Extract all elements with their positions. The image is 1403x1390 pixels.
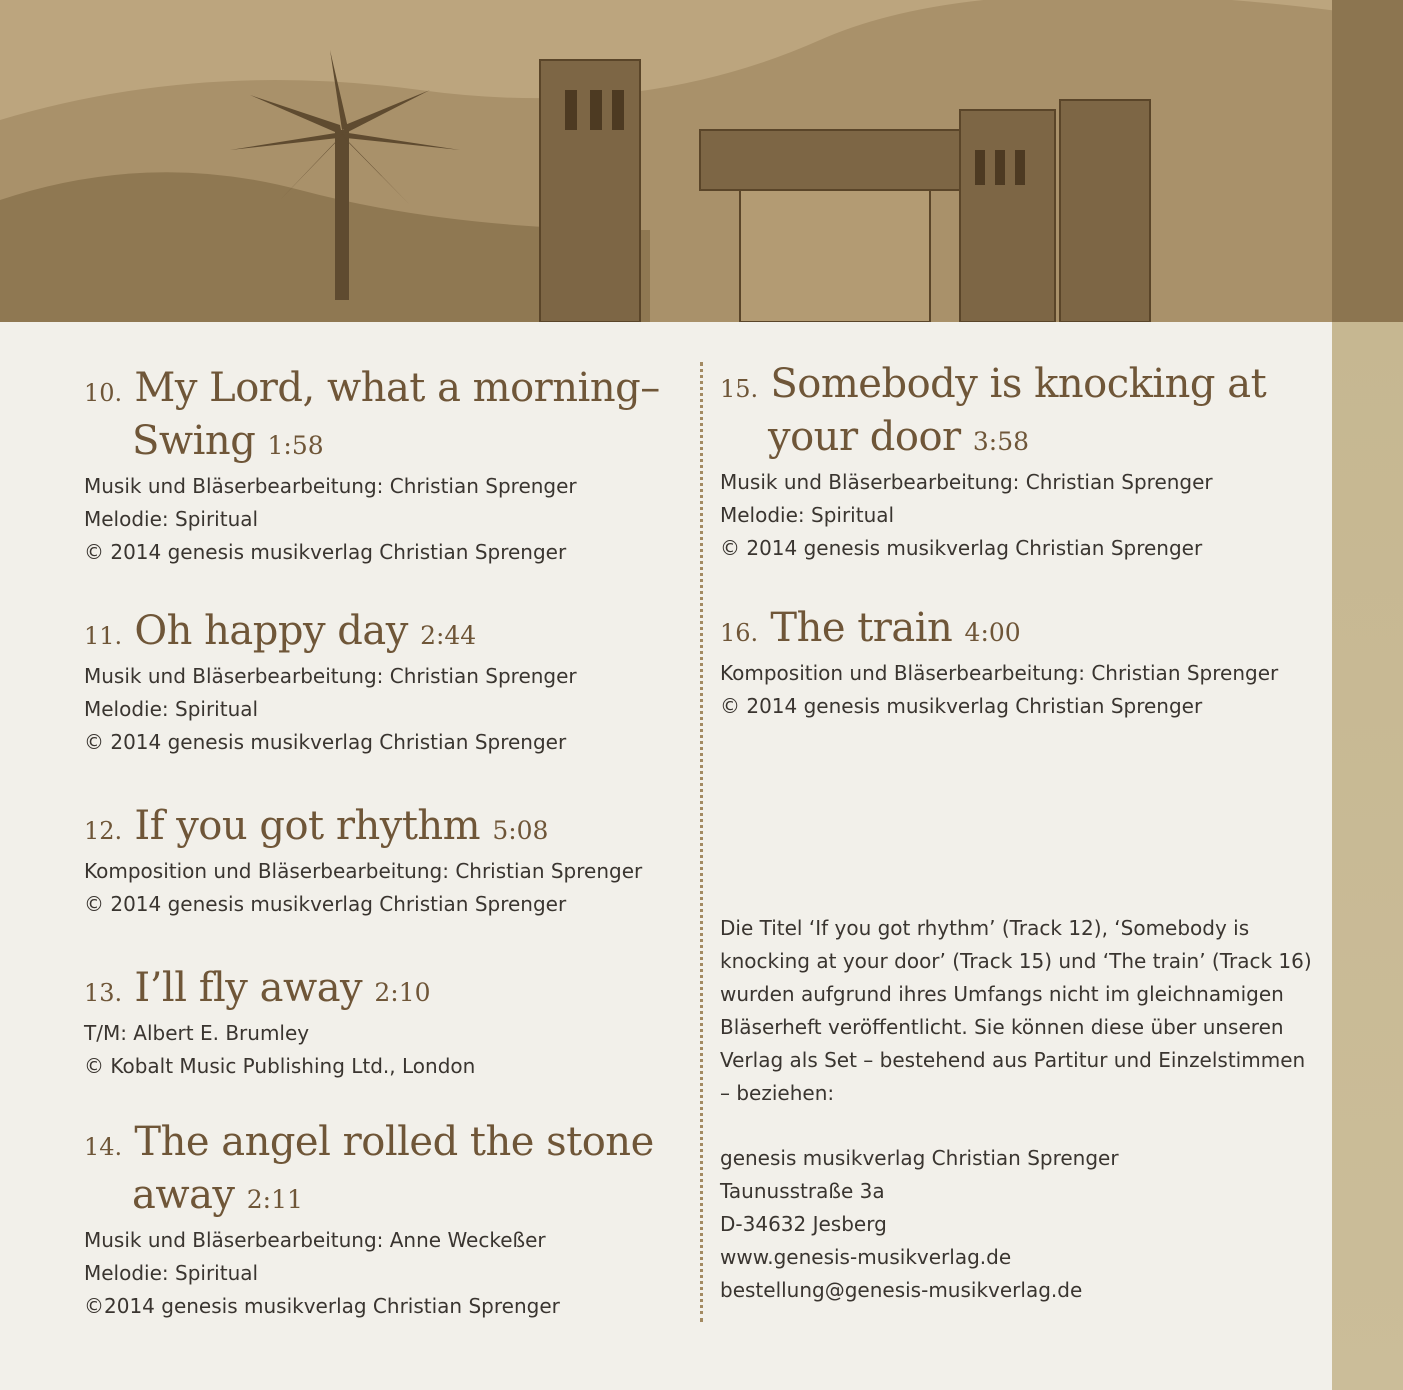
track-number: 16. <box>720 619 759 647</box>
track-duration: 5:08 <box>492 816 549 845</box>
track-number: 10. <box>84 379 123 407</box>
publisher-email: bestellung@genesis-musikverlag.de <box>720 1278 1083 1302</box>
track-12 <box>84 802 694 921</box>
credit-line: © 2014 genesis musikverlag Christian Sprenger <box>720 536 1203 560</box>
publisher-address <box>720 1142 1320 1307</box>
publisher-name: genesis musikverlag Christian Sprenger <box>720 1146 1119 1170</box>
credit-line: Melodie: Spiritual <box>84 1261 259 1285</box>
credit-line: T/M: Albert E. Brumley <box>84 1021 310 1045</box>
track-16 <box>720 604 1330 723</box>
track-title-continued: your door <box>768 414 961 460</box>
credit-line: Melodie: Spiritual <box>720 503 895 527</box>
track-title: I’ll fly away <box>134 965 363 1011</box>
credit-line: © 2014 genesis musikverlag Christian Sprenger <box>84 892 567 916</box>
track-14 <box>84 1118 694 1323</box>
track-number: 14. <box>84 1133 123 1161</box>
credit-line: © 2014 genesis musikverlag Christian Sprenger <box>84 730 567 754</box>
track-title: My Lord, what a morning– <box>134 365 660 411</box>
track-duration: 4:00 <box>964 618 1021 647</box>
track-listing-panel <box>0 322 1332 1390</box>
track-number: 13. <box>84 979 123 1007</box>
credit-line: Musik und Bläserbearbeitung: Christian Sprenger <box>720 470 1213 494</box>
credit-line: Musik und Bläserbearbeitung: Christian Sprenger <box>84 474 577 498</box>
track-number: 11. <box>84 622 123 650</box>
track-title: Oh happy day <box>134 608 408 654</box>
credit-line: Melodie: Spiritual <box>84 697 259 721</box>
credit-line: Komposition und Bläserbearbeitung: Christian Sprenger <box>720 661 1279 685</box>
track-title-continued: Swing <box>132 418 256 464</box>
desert-kasbah-illustration <box>0 0 1403 322</box>
sepia-photo-banner <box>0 0 1403 322</box>
credit-line: © 2014 genesis musikverlag Christian Sprenger <box>84 540 567 564</box>
publisher-street: Taunusstraße 3a <box>720 1179 885 1203</box>
track-11 <box>84 607 694 759</box>
track-duration: 2:10 <box>374 978 431 1007</box>
credit-line: © Kobalt Music Publishing Ltd., London <box>84 1054 476 1078</box>
track-title: Somebody is knocking at <box>770 361 1267 407</box>
track-title: The train <box>770 605 953 651</box>
publisher-city: D-34632 Jesberg <box>720 1212 887 1236</box>
availability-notice: Die Titel ‘If you got rhythm’ (Track 12), ‘Somebody is knocking at your door’ (Track 15) und ‘The train’ (Track 16) wurden aufgrund ihres Umfangs nicht im gleichnamigen Bläserheft veröffentlicht. Sie können diese über unseren Verlag als Set – bestehend aus Partitur und Einzelstimmen – beziehen: <box>720 916 1312 1105</box>
track-duration: 3:58 <box>972 427 1030 456</box>
track-duration: 1:58 <box>267 431 324 460</box>
credit-line: © 2014 genesis musikverlag Christian Sprenger <box>720 694 1203 718</box>
dotted-column-divider <box>700 362 703 1322</box>
track-number: 15. <box>720 375 759 403</box>
credit-line: Musik und Bläserbearbeitung: Anne Weckeßer <box>84 1228 546 1252</box>
credit-line: Musik und Bläserbearbeitung: Christian Sprenger <box>84 664 577 688</box>
credit-line: Komposition und Bläserbearbeitung: Christian Sprenger <box>84 859 643 883</box>
track-number: 12. <box>84 817 123 845</box>
track-duration: 2:11 <box>246 1185 303 1214</box>
track-title: The angel rolled the stone <box>134 1119 654 1165</box>
credit-line: Melodie: Spiritual <box>84 507 259 531</box>
track-title-continued: away <box>132 1172 235 1218</box>
track-duration: 2:44 <box>420 621 477 650</box>
track-10 <box>84 364 694 569</box>
decorative-side-strip <box>1332 322 1403 1390</box>
track-15 <box>720 360 1330 565</box>
publisher-website: www.genesis-musikverlag.de <box>720 1245 1012 1269</box>
track-13 <box>84 964 694 1083</box>
credit-line: ©2014 genesis musikverlag Christian Sprenger <box>84 1294 560 1318</box>
track-title: If you got rhythm <box>134 803 481 849</box>
